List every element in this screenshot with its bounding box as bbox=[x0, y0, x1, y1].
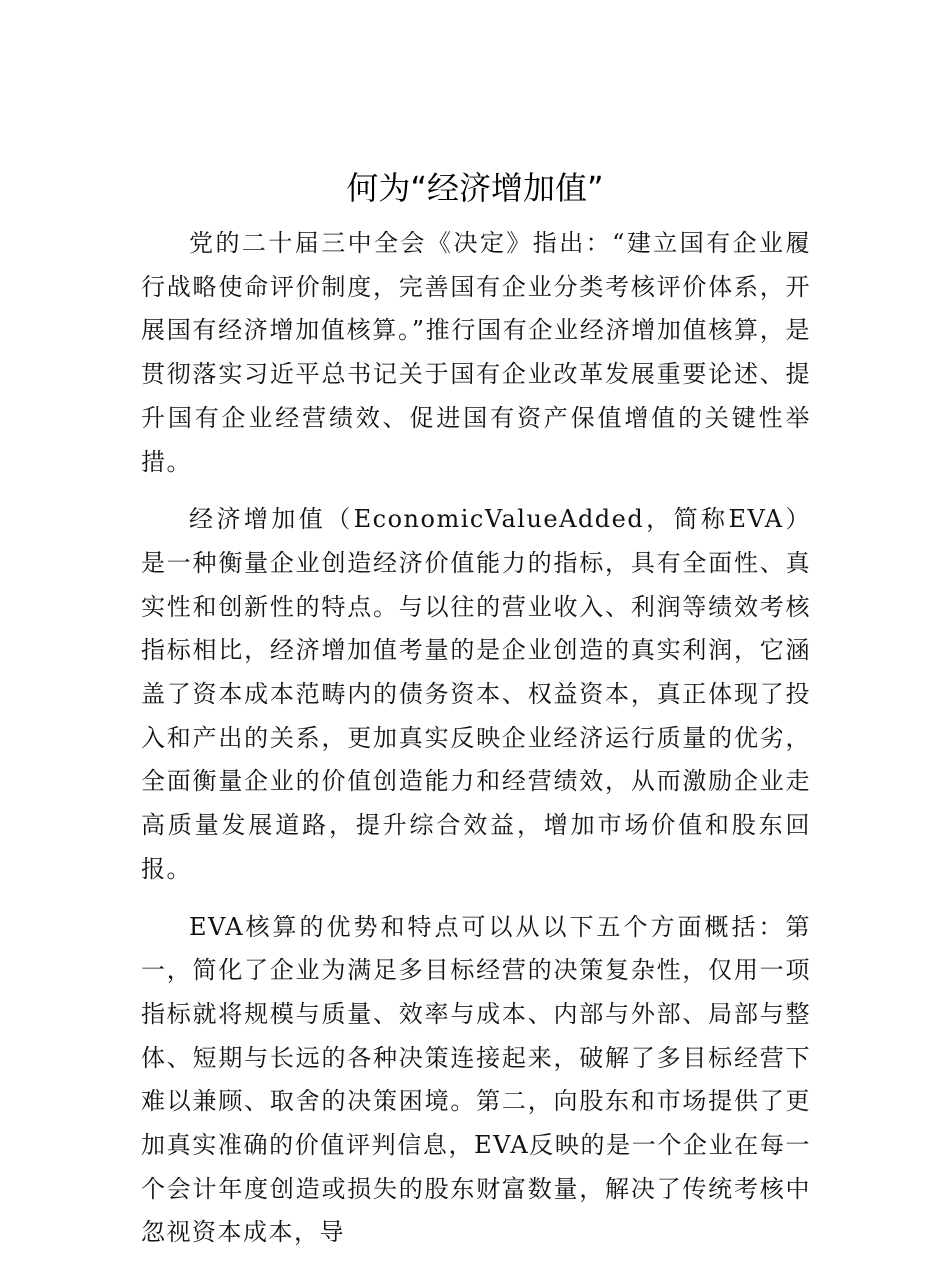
document-title: 何为“经济增加值” bbox=[346, 169, 604, 207]
document-body bbox=[141, 222, 811, 1269]
paragraph-3: EVA核算的优势和特点可以从以下五个方面概括：第一，简化了企业为满足多目标经营的决策复杂性，仅用一项指标就将规模与质量、效率与成本、内部与外部、局部与整体、短期与长远的各种决策连接起来，破解了多目标经营下难以兼顾、取舍的决策困境。第二，向股东和市场提供了更加真实准确的价值评判信息，EVA反映的是一个企业在每一个会计年度创造或损失的股东财富数量，解决了传统考核中忽视资本成本，导 bbox=[141, 912, 811, 1247]
paragraph-2: 经济增加值（EconomicValueAdded，简称EVA）是一种衡量企业创造经济价值能力的指标，具有全面性、真实性和创新性的特点。与以往的营业收入、利润等绩效考核指标相比，经济增加值考量的是企业创造的真实利润，它涵盖了资本成本范畴内的债务资本、权益资本，真正体现了投入和产出的关系，更加真实反映企业经济运行质量的优劣，全面衡量企业的价值创造能力和经营绩效，从而激励企业走高质量发展道路，提升综合效益，增加市场价值和股东回报。 bbox=[141, 505, 811, 883]
paragraph-1: 党的二十届三中全会《决定》指出：“建立国有企业履行战略使命评价制度，完善国有企业分类考核评价体系，开展国有经济增加值核算。”推行国有企业经济增加值核算，是贯彻落实习近平总书记关于国有企业改革发展重要论述、提升国有企业经营绩效、促进国有资产保值增值的关键性举措。 bbox=[141, 229, 811, 476]
